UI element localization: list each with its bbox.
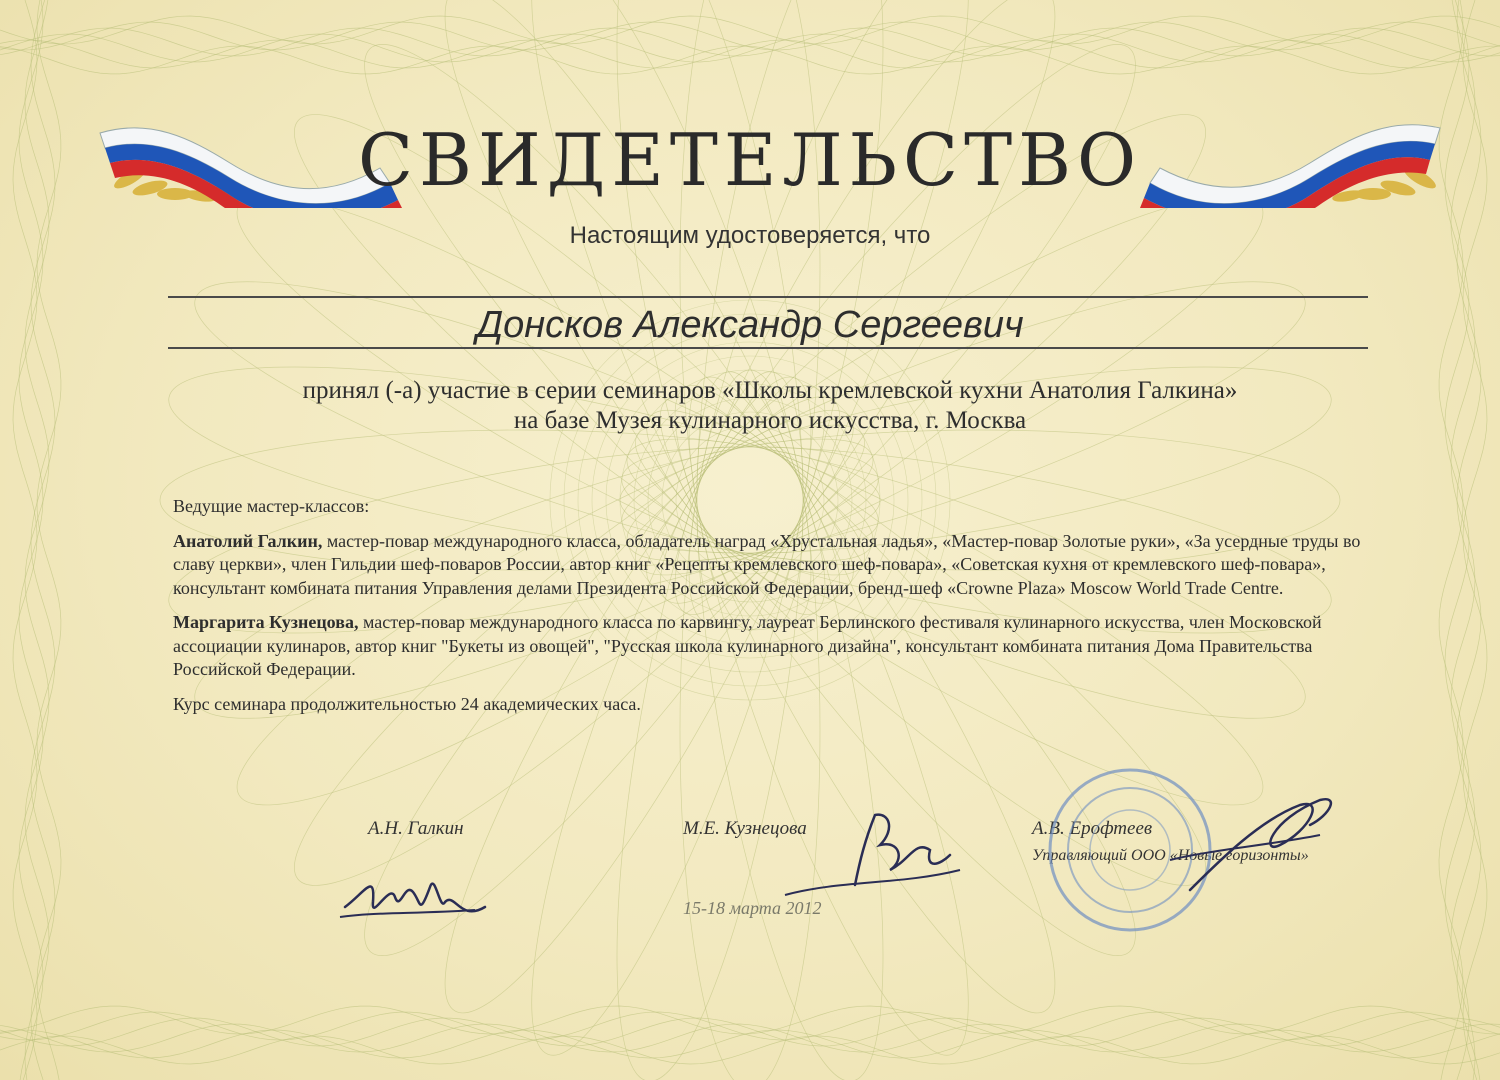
certificate-title: СВИДЕТЕЛЬСТВО (357, 118, 1143, 202)
instructor-kuznetsova-bio: мастер-повар международного класса по карвингу, лауреат Берлинского фестиваля кулинарного искусства, член Московской ассоциации кулинаров, автор книг "Букеты из овощей", "Русская школа кулинарного дизайна", консультант комбината питания Дома Правительства Российской Федерации. (173, 612, 1322, 679)
certificate-intro: Настоящим удостоверяется, что (569, 222, 931, 249)
course-duration: Курс семинара продолжительностью 24 академических часа. (173, 693, 641, 714)
instructor-galkin (173, 530, 1383, 601)
participation-description-line2: на базе Музея кулинарного искусства, г. Москва (513, 407, 1027, 434)
signatory-kuznetsova: М.Е. Кузнецова (683, 818, 807, 839)
signatory-eroftev: А.В. Ерофтеев (1032, 818, 1153, 839)
instructor-kuznetsova (173, 611, 1383, 682)
certificate-body (173, 495, 1383, 727)
participation-description-line1: принял (-а) участие в серии семинаров «Школы кремлевской кухни Анатолия Галкина» (302, 377, 1238, 404)
certificate-date: 15-18 марта 2012 (683, 898, 822, 918)
instructor-galkin-name: Анатолий Галкин, (173, 530, 323, 551)
handwritten-signature-kuznetsova-icon (780, 800, 970, 900)
instructor-galkin-bio: мастер-повар международного класса, обладатель наград «Хрустальная ладья», «Мастер-повар Золотые руки», «За усердные труды во славу церкви», член Гильдии шеф-поваров России, автор книг «Рецепты кремлевского шеф-повара», «Советская кухня от кремлевского шеф-повара», консультант комбината питания Управления делами Президента Российской Федерации, бренд-шеф «Crowne Plaza» Moscow World Trade Centre. (173, 530, 1361, 598)
instructors-heading: Ведущие мастер-классов: (173, 496, 370, 516)
instructor-kuznetsova-name: Маргарита Кузнецова, (173, 612, 359, 632)
recipient-name: Донсков Александр Сергеевич (476, 304, 1024, 346)
name-top-rule (168, 296, 1368, 298)
handwritten-signature-eroftev-icon (1150, 790, 1350, 910)
handwritten-signature-galkin-icon (335, 862, 495, 932)
signatory-eroftev-role: Управляющий ООО «Новые горизонты» (1032, 847, 1309, 864)
name-bottom-rule (168, 347, 1368, 349)
signatory-galkin: А.Н. Галкин (368, 818, 464, 839)
